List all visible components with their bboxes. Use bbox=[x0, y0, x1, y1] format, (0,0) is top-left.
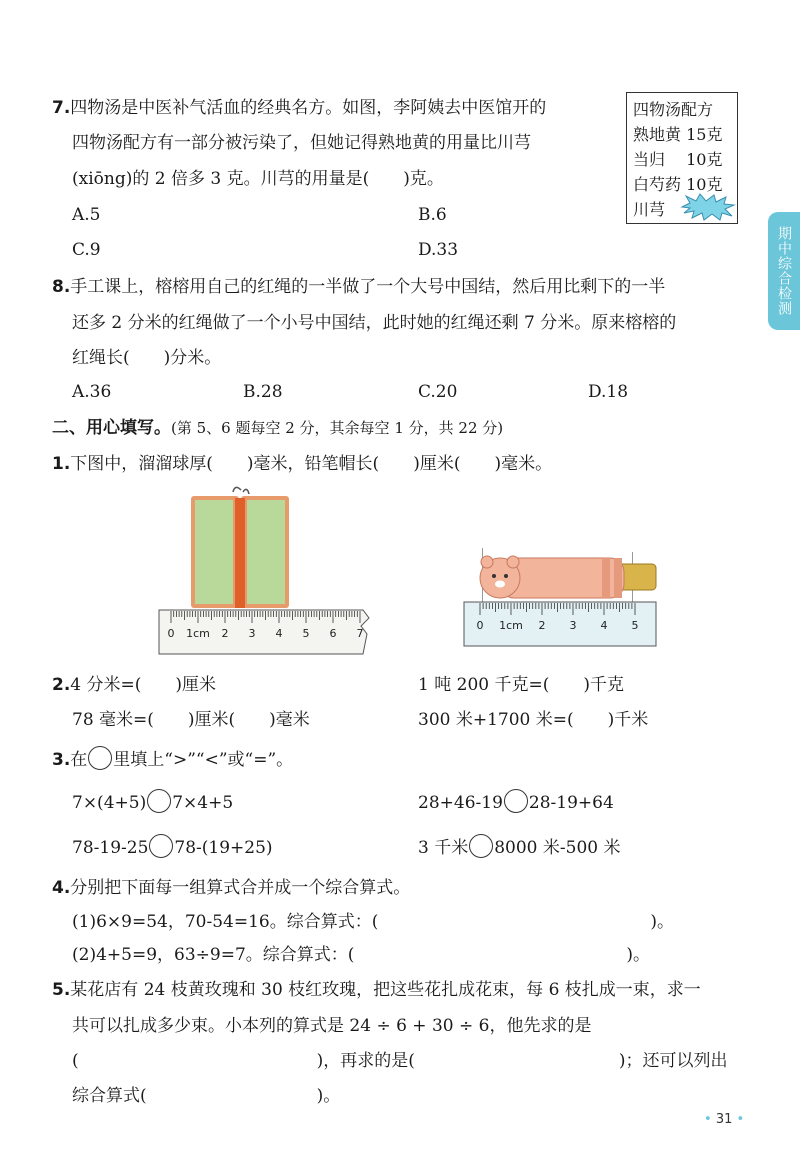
f4-number: 4. bbox=[52, 878, 71, 898]
ruler-label: 5 bbox=[631, 619, 639, 632]
ruler-label: 0 bbox=[476, 619, 484, 632]
f1-number: 1. bbox=[52, 454, 71, 474]
f2-number: 2. bbox=[52, 675, 71, 695]
f5-line4: 综合算式( )。 bbox=[72, 1086, 341, 1106]
q7-option-c[interactable]: C.9 bbox=[72, 240, 101, 260]
q7-option-a[interactable]: A.5 bbox=[72, 205, 101, 225]
q8-option-d[interactable]: D.18 bbox=[588, 382, 629, 402]
f3-number: 3. bbox=[52, 750, 71, 770]
recipe-row: 熟地黄 15克 bbox=[633, 125, 723, 144]
q8-line2: 还多 2 分米的红绳做了一个小号中国结，此时她的红绳还剩 7 分米。原来榕榕的 bbox=[72, 313, 677, 333]
q7-option-d[interactable]: D.33 bbox=[418, 240, 459, 260]
q7-line3: (xiōng)的 2 倍多 3 克。川芎的用量是( )克。 bbox=[72, 169, 444, 189]
f1-line bbox=[52, 452, 552, 476]
ruler-label: 4 bbox=[275, 627, 283, 640]
ruler-label: 5 bbox=[302, 627, 310, 640]
f5-line3: ( )，再求的是( )；还可以列出 bbox=[72, 1051, 728, 1071]
q8-option-a[interactable]: A.36 bbox=[72, 382, 112, 402]
ruler-label: 3 bbox=[248, 627, 256, 640]
f5-line1 bbox=[52, 978, 701, 1002]
q7-line2: 四物汤配方有一部分被污染了，但她记得熟地黄的用量比川芎 bbox=[72, 133, 531, 153]
recipe-title: 四物汤配方 bbox=[633, 100, 714, 119]
section2-header bbox=[52, 416, 503, 440]
ruler-label: 3 bbox=[569, 619, 577, 632]
yoyo-ruler-figure bbox=[155, 484, 373, 660]
compare-circle[interactable] bbox=[504, 789, 528, 813]
q8-text1: 手工课上，榕榕用自己的红绳的一半做了一个大号中国结，然后用比剩下的一半 bbox=[70, 277, 666, 297]
compare-circle[interactable] bbox=[149, 834, 173, 858]
recipe-row: 白芍药 10克 bbox=[633, 175, 723, 194]
ruler-label: 2 bbox=[538, 619, 546, 632]
f4-b: (2)4+5=9，63÷9=7。综合算式：( )。 bbox=[72, 945, 651, 965]
f3-d: 3 千米 8000 米-500 米 bbox=[418, 834, 621, 860]
compare-circle[interactable] bbox=[147, 789, 171, 813]
f2-a: 4 分米=( )厘米 bbox=[70, 675, 217, 695]
q8-line1 bbox=[52, 275, 665, 299]
q7-line1 bbox=[52, 96, 546, 120]
f5-line2: 共可以扎成多少束。小本列的算式是 24 ÷ 6 + 30 ÷ 6，他先求的是 bbox=[72, 1016, 592, 1036]
q8-option-c[interactable]: C.20 bbox=[418, 382, 458, 402]
ruler-2 bbox=[464, 602, 656, 646]
circle-icon bbox=[88, 746, 112, 770]
recipe-row: 川芎 bbox=[633, 200, 666, 219]
compare-circle[interactable] bbox=[469, 834, 493, 858]
f3-b: 28+46-19 28-19+64 bbox=[418, 789, 614, 815]
f2-line-a bbox=[52, 673, 216, 697]
f2-c: 78 毫米=( )厘米( )毫米 bbox=[72, 710, 310, 730]
f2-d: 300 米+1700 米=( )千米 bbox=[418, 710, 649, 730]
section2-title: 二、用心填写。 bbox=[52, 418, 171, 438]
ruler-label: 0 bbox=[167, 627, 175, 640]
pencil-cap-ruler-figure bbox=[460, 538, 660, 648]
f3-c: 78-19-25 78-(19+25) bbox=[72, 834, 273, 860]
ruler-label: 7 bbox=[356, 627, 364, 640]
section2-note: (第 5、6 题每空 2 分，其余每空 1 分，共 22 分) bbox=[171, 419, 504, 437]
side-tab[interactable]: 期中综合检测 bbox=[768, 212, 800, 330]
f4-header bbox=[52, 876, 410, 900]
yoyo-image bbox=[191, 487, 289, 608]
q7-number: 7. bbox=[52, 98, 71, 118]
ruler-label: 6 bbox=[329, 627, 337, 640]
ruler-label: 1cm bbox=[186, 627, 210, 640]
q7-option-b[interactable]: B.6 bbox=[418, 205, 447, 225]
page-number: • 31 • bbox=[704, 1112, 745, 1127]
f3-header bbox=[52, 746, 293, 772]
f3-text-post: 里填上“>”“<”或“=”。 bbox=[113, 750, 294, 770]
q8-line3: 红绳长( )分米。 bbox=[72, 348, 222, 368]
stain-icon bbox=[680, 193, 736, 221]
f4-text: 分别把下面每一组算式合并成一个综合算式。 bbox=[70, 878, 411, 898]
f5-number: 5. bbox=[52, 980, 71, 1000]
ruler-label: 2 bbox=[221, 627, 229, 640]
recipe-row: 当归 10克 bbox=[633, 150, 723, 169]
q8-option-b[interactable]: B.28 bbox=[243, 382, 283, 402]
ruler-label: 1cm bbox=[499, 619, 523, 632]
f5-text1: 某花店有 24 枝黄玫瑰和 30 枝红玫瑰，把这些花扎成花束，每 6 枝扎成一束，求一 bbox=[70, 980, 701, 1000]
pencil-cap-image bbox=[480, 548, 656, 602]
f4-a: (1)6×9=54，70-54=16。综合算式：( )。 bbox=[72, 912, 674, 932]
f1-text: 下图中，溜溜球厚( )毫米，铅笔帽长( )厘米( )毫米。 bbox=[70, 454, 553, 474]
q7-text1: 四物汤是中医补气活血的经典名方。如图，李阿姨去中医馆开的 bbox=[70, 98, 547, 118]
f3-a: 7×(4+5) 7×4+5 bbox=[72, 789, 233, 815]
f3-text-pre: 在 bbox=[70, 750, 88, 770]
f2-b: 1 吨 200 千克=( )千克 bbox=[418, 675, 624, 695]
q8-number: 8. bbox=[52, 277, 71, 297]
ruler-label: 4 bbox=[600, 619, 608, 632]
